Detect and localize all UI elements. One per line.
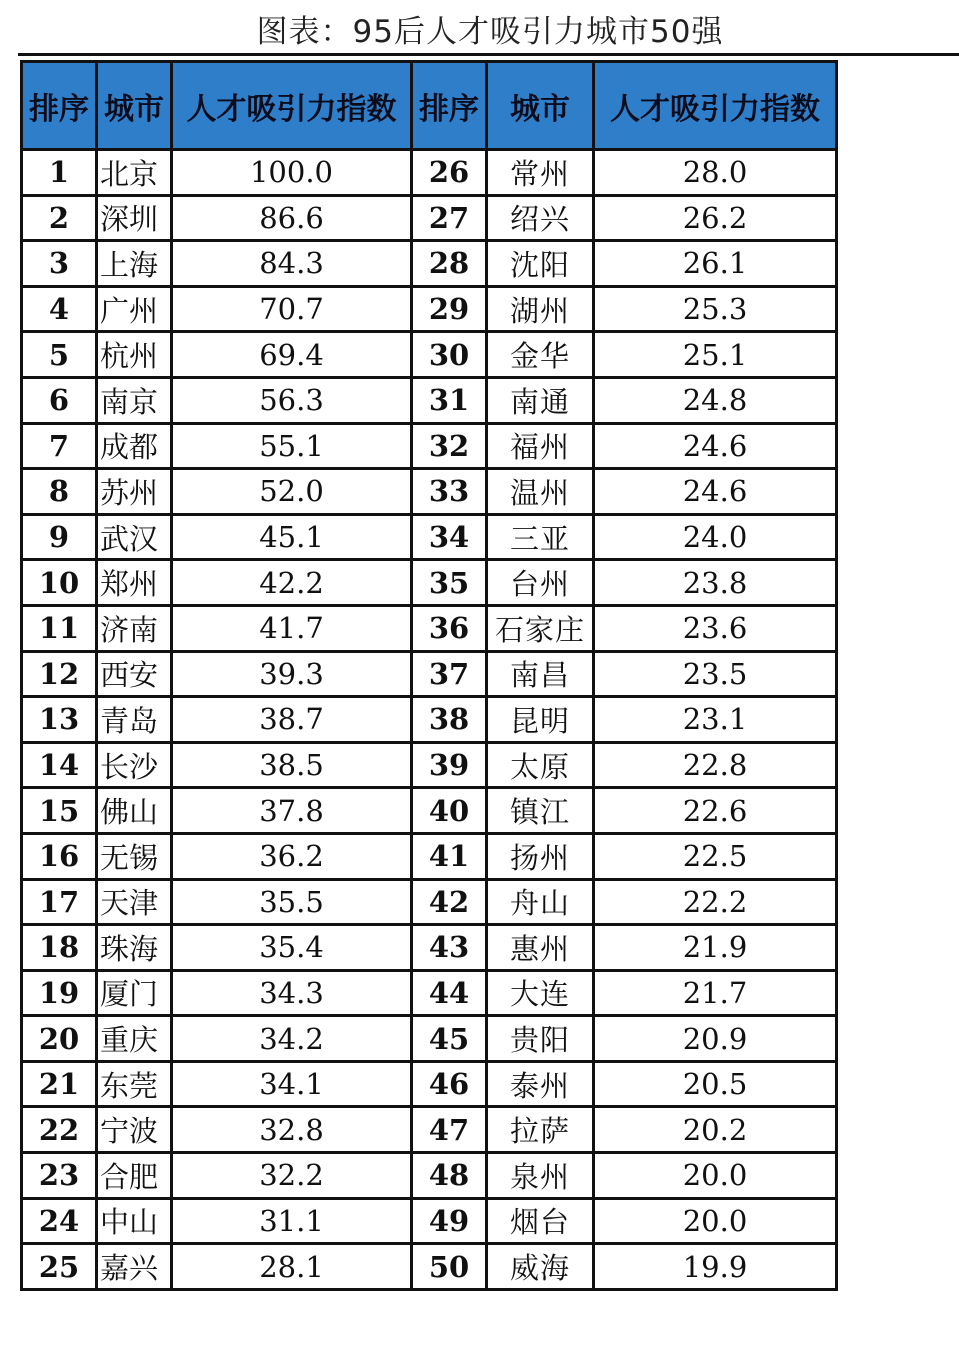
city-cell: 佛山 <box>97 788 172 834</box>
city-cell: 福州 <box>487 423 594 469</box>
city-cell: 常州 <box>487 150 594 196</box>
table-row <box>22 1107 837 1153</box>
city-cell: 合肥 <box>97 1153 172 1199</box>
table-row <box>22 332 837 378</box>
city-cell: 天津 <box>97 879 172 925</box>
rank-cell: 50 <box>412 1244 487 1290</box>
header-city-left: 城市 <box>97 62 172 150</box>
rank-cell: 16 <box>22 833 97 879</box>
city-cell: 西安 <box>97 651 172 697</box>
rank-cell: 7 <box>22 423 97 469</box>
rank-cell: 29 <box>412 286 487 332</box>
index-cell: 32.8 <box>172 1107 412 1153</box>
city-cell: 南通 <box>487 377 594 423</box>
rank-cell: 3 <box>22 241 97 287</box>
city-cell: 嘉兴 <box>97 1244 172 1290</box>
rank-cell: 46 <box>412 1061 487 1107</box>
city-cell: 大连 <box>487 970 594 1016</box>
rank-cell: 30 <box>412 332 487 378</box>
index-cell: 28.1 <box>172 1244 412 1290</box>
table-row <box>22 150 837 196</box>
table-row <box>22 833 837 879</box>
city-cell: 无锡 <box>97 833 172 879</box>
table-row <box>22 514 837 560</box>
rank-cell: 13 <box>22 697 97 743</box>
table-row <box>22 469 837 515</box>
header-rank-left: 排序 <box>22 62 97 150</box>
table-row <box>22 377 837 423</box>
rank-cell: 4 <box>22 286 97 332</box>
table-row <box>22 1061 837 1107</box>
rank-cell: 5 <box>22 332 97 378</box>
city-cell: 太原 <box>487 742 594 788</box>
index-cell: 25.1 <box>594 332 837 378</box>
index-cell: 23.1 <box>594 697 837 743</box>
rank-cell: 12 <box>22 651 97 697</box>
rank-cell: 25 <box>22 1244 97 1290</box>
rank-cell: 19 <box>22 970 97 1016</box>
rank-cell: 26 <box>412 150 487 196</box>
city-cell: 三亚 <box>487 514 594 560</box>
index-cell: 21.7 <box>594 970 837 1016</box>
city-cell: 金华 <box>487 332 594 378</box>
index-cell: 37.8 <box>172 788 412 834</box>
table-row <box>22 605 837 651</box>
table-row <box>22 925 837 971</box>
rank-cell: 34 <box>412 514 487 560</box>
table-row <box>22 560 837 606</box>
rank-cell: 1 <box>22 150 97 196</box>
rank-cell: 45 <box>412 1016 487 1062</box>
rank-cell: 21 <box>22 1061 97 1107</box>
rank-cell: 44 <box>412 970 487 1016</box>
index-cell: 23.5 <box>594 651 837 697</box>
city-cell: 武汉 <box>97 514 172 560</box>
table-row <box>22 970 837 1016</box>
header-row <box>22 62 837 150</box>
index-cell: 70.7 <box>172 286 412 332</box>
city-cell: 广州 <box>97 286 172 332</box>
rank-cell: 6 <box>22 377 97 423</box>
table-row <box>22 742 837 788</box>
city-cell: 青岛 <box>97 697 172 743</box>
index-cell: 28.0 <box>594 150 837 196</box>
rank-cell: 47 <box>412 1107 487 1153</box>
index-cell: 42.2 <box>172 560 412 606</box>
city-cell: 贵阳 <box>487 1016 594 1062</box>
rank-cell: 33 <box>412 469 487 515</box>
index-cell: 23.6 <box>594 605 837 651</box>
index-cell: 38.5 <box>172 742 412 788</box>
index-cell: 24.8 <box>594 377 837 423</box>
index-cell: 35.4 <box>172 925 412 971</box>
index-cell: 69.4 <box>172 332 412 378</box>
city-cell: 镇江 <box>487 788 594 834</box>
rank-cell: 39 <box>412 742 487 788</box>
city-cell: 泉州 <box>487 1153 594 1199</box>
city-cell: 石家庄 <box>487 605 594 651</box>
index-cell: 38.7 <box>172 697 412 743</box>
city-cell: 杭州 <box>97 332 172 378</box>
rank-cell: 2 <box>22 195 97 241</box>
city-cell: 郑州 <box>97 560 172 606</box>
index-cell: 36.2 <box>172 833 412 879</box>
index-cell: 22.5 <box>594 833 837 879</box>
rank-cell: 17 <box>22 879 97 925</box>
city-cell: 泰州 <box>487 1061 594 1107</box>
city-cell: 重庆 <box>97 1016 172 1062</box>
header-city-right: 城市 <box>487 62 594 150</box>
index-cell: 41.7 <box>172 605 412 651</box>
rank-cell: 31 <box>412 377 487 423</box>
index-cell: 19.9 <box>594 1244 837 1290</box>
talent-ranking-table <box>20 60 838 1291</box>
index-cell: 20.2 <box>594 1107 837 1153</box>
index-cell: 35.5 <box>172 879 412 925</box>
index-cell: 20.9 <box>594 1016 837 1062</box>
city-cell: 拉萨 <box>487 1107 594 1153</box>
index-cell: 45.1 <box>172 514 412 560</box>
rank-cell: 9 <box>22 514 97 560</box>
index-cell: 86.6 <box>172 195 412 241</box>
rank-cell: 10 <box>22 560 97 606</box>
city-cell: 宁波 <box>97 1107 172 1153</box>
city-cell: 成都 <box>97 423 172 469</box>
table-row <box>22 195 837 241</box>
table-row <box>22 879 837 925</box>
city-cell: 苏州 <box>97 469 172 515</box>
index-cell: 34.2 <box>172 1016 412 1062</box>
rank-cell: 42 <box>412 879 487 925</box>
rank-cell: 36 <box>412 605 487 651</box>
index-cell: 55.1 <box>172 423 412 469</box>
index-cell: 20.0 <box>594 1153 837 1199</box>
index-cell: 22.2 <box>594 879 837 925</box>
index-cell: 100.0 <box>172 150 412 196</box>
table-body <box>22 150 837 1290</box>
index-cell: 26.2 <box>594 195 837 241</box>
table-row <box>22 1244 837 1290</box>
rank-cell: 15 <box>22 788 97 834</box>
index-cell: 22.6 <box>594 788 837 834</box>
rank-cell: 41 <box>412 833 487 879</box>
city-cell: 东莞 <box>97 1061 172 1107</box>
table-row <box>22 1198 837 1244</box>
index-cell: 22.8 <box>594 742 837 788</box>
header-index-left: 人才吸引力指数 <box>172 62 412 150</box>
rank-cell: 27 <box>412 195 487 241</box>
header-index-right: 人才吸引力指数 <box>594 62 837 150</box>
rank-cell: 48 <box>412 1153 487 1199</box>
index-cell: 52.0 <box>172 469 412 515</box>
index-cell: 20.0 <box>594 1198 837 1244</box>
city-cell: 温州 <box>487 469 594 515</box>
rank-cell: 40 <box>412 788 487 834</box>
rank-cell: 23 <box>22 1153 97 1199</box>
title-rule <box>18 53 959 56</box>
city-cell: 中山 <box>97 1198 172 1244</box>
city-cell: 北京 <box>97 150 172 196</box>
index-cell: 24.6 <box>594 423 837 469</box>
rank-cell: 37 <box>412 651 487 697</box>
index-cell: 34.1 <box>172 1061 412 1107</box>
rank-cell: 43 <box>412 925 487 971</box>
rank-cell: 32 <box>412 423 487 469</box>
city-cell: 珠海 <box>97 925 172 971</box>
city-cell: 长沙 <box>97 742 172 788</box>
rank-cell: 24 <box>22 1198 97 1244</box>
city-cell: 厦门 <box>97 970 172 1016</box>
rank-cell: 38 <box>412 697 487 743</box>
index-cell: 39.3 <box>172 651 412 697</box>
rank-cell: 11 <box>22 605 97 651</box>
city-cell: 烟台 <box>487 1198 594 1244</box>
index-cell: 26.1 <box>594 241 837 287</box>
rank-cell: 22 <box>22 1107 97 1153</box>
header-rank-right: 排序 <box>412 62 487 150</box>
table-row <box>22 788 837 834</box>
index-cell: 21.9 <box>594 925 837 971</box>
city-cell: 湖州 <box>487 286 594 332</box>
table-row <box>22 423 837 469</box>
index-cell: 84.3 <box>172 241 412 287</box>
rank-cell: 49 <box>412 1198 487 1244</box>
table-row <box>22 697 837 743</box>
index-cell: 32.2 <box>172 1153 412 1199</box>
table-row <box>22 1016 837 1062</box>
rank-cell: 35 <box>412 560 487 606</box>
city-cell: 深圳 <box>97 195 172 241</box>
city-cell: 台州 <box>487 560 594 606</box>
table-row <box>22 1153 837 1199</box>
city-cell: 昆明 <box>487 697 594 743</box>
index-cell: 20.5 <box>594 1061 837 1107</box>
index-cell: 31.1 <box>172 1198 412 1244</box>
rank-cell: 28 <box>412 241 487 287</box>
table-row <box>22 651 837 697</box>
index-cell: 23.8 <box>594 560 837 606</box>
table-row <box>22 286 837 332</box>
index-cell: 25.3 <box>594 286 837 332</box>
city-cell: 济南 <box>97 605 172 651</box>
index-cell: 24.0 <box>594 514 837 560</box>
city-cell: 上海 <box>97 241 172 287</box>
rank-cell: 20 <box>22 1016 97 1062</box>
index-cell: 56.3 <box>172 377 412 423</box>
city-cell: 舟山 <box>487 879 594 925</box>
table-row <box>22 241 837 287</box>
index-cell: 24.6 <box>594 469 837 515</box>
city-cell: 沈阳 <box>487 241 594 287</box>
city-cell: 惠州 <box>487 925 594 971</box>
index-cell: 34.3 <box>172 970 412 1016</box>
rank-cell: 18 <box>22 925 97 971</box>
city-cell: 绍兴 <box>487 195 594 241</box>
city-cell: 南昌 <box>487 651 594 697</box>
chart-title: 图表：95后人才吸引力城市50强 <box>256 14 724 50</box>
city-cell: 扬州 <box>487 833 594 879</box>
rank-cell: 8 <box>22 469 97 515</box>
rank-cell: 14 <box>22 742 97 788</box>
city-cell: 南京 <box>97 377 172 423</box>
city-cell: 威海 <box>487 1244 594 1290</box>
